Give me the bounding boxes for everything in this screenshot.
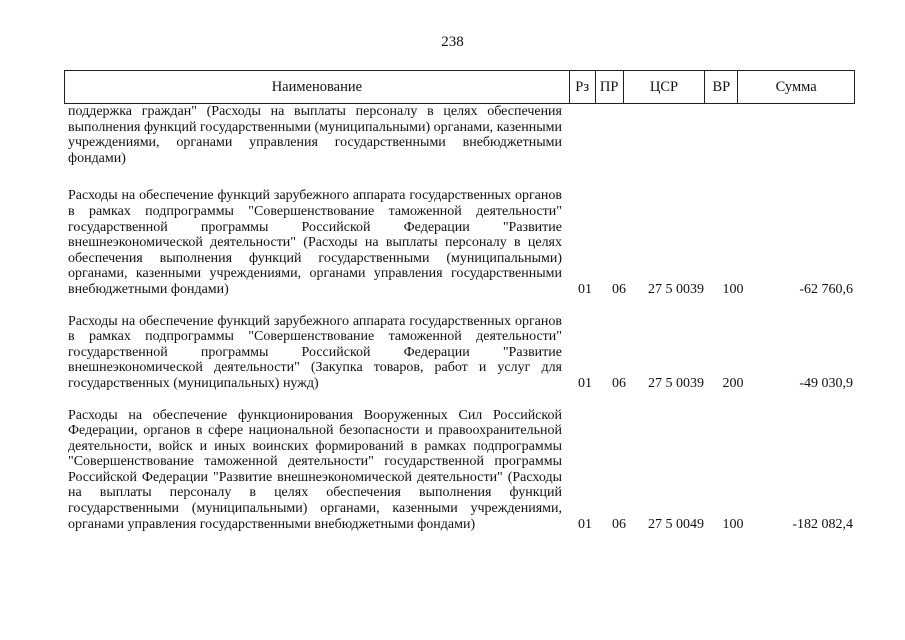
row-sum: -182 082,4 (792, 516, 853, 532)
table-row (64, 408, 855, 533)
header-csr: ЦСР (623, 71, 705, 103)
row-csr: 27 5 0039 (648, 375, 704, 391)
table-row (64, 314, 855, 392)
row-rz: 01 (578, 516, 592, 532)
page-number: 238 (441, 34, 464, 50)
table-row (64, 188, 855, 297)
table-row (64, 104, 855, 166)
row-name: Расходы на обеспечение функций зарубежного аппарата государственных органов в рамках подпрограммы "Совершенствование таможенной деятельности" государственной программы Российской Федерации "Развитие внешнеэкономической деятельности" (Расходы на выплаты персоналу в целях обеспечения выполнения функций государственными (муниципальными) органами, казенными учреждениями, органами управления государственными внебюджетными фондами) (68, 188, 562, 297)
header-rz: Рз (569, 71, 595, 103)
header-vr: ВР (704, 71, 737, 103)
row-rz: 01 (578, 375, 592, 391)
row-vr: 100 (722, 516, 744, 532)
row-pr: 06 (612, 375, 626, 391)
row-name: Расходы на обеспечение функционирования Вооруженных Сил Российской Федерации, органов в сфере национальной безопасности и правоохранительной деятельности, войск и иных воинских формирований в рамках подпрограммы "Совершенствование таможенной деятельности" государственной программы Российской Федерации "Развитие внешнеэкономической деятельности" (Расходы на выплаты персоналу в целях обеспечения выполнения функций государственными (муниципальными) органами, казенными учреждениями, органами управления государственными внебюджетными фондами) (68, 407, 562, 532)
row-csr: 27 5 0039 (648, 281, 704, 297)
row-pr: 06 (612, 281, 626, 297)
table-body (64, 104, 855, 532)
header-name: Наименование (271, 78, 363, 95)
header-pr: ПР (595, 71, 623, 103)
row-vr: 100 (722, 281, 744, 297)
row-name: поддержка граждан" (Расходы на выплаты персоналу в целях обеспечения выполнения функций государственными (муниципальными) органами, казенными учреждениями, органами управления государственными внебюджетными фондами) (68, 104, 562, 166)
header-sum: Сумма (737, 71, 854, 103)
row-sum: -49 030,9 (799, 375, 853, 391)
row-name: Расходы на обеспечение функций зарубежного аппарата государственных органов в рамках подпрограммы "Совершенствование таможенной деятельности" государственной программы Российской Федерации "Развитие внешнеэкономической деятельности" (Закупка товаров, работ и услуг для государственных (муниципальных) нужд) (68, 313, 562, 391)
row-csr: 27 5 0049 (648, 516, 704, 532)
table-header (64, 70, 855, 104)
row-rz: 01 (578, 281, 592, 297)
row-vr: 200 (722, 375, 744, 391)
row-pr: 06 (612, 516, 626, 532)
row-sum: -62 760,6 (799, 281, 853, 297)
